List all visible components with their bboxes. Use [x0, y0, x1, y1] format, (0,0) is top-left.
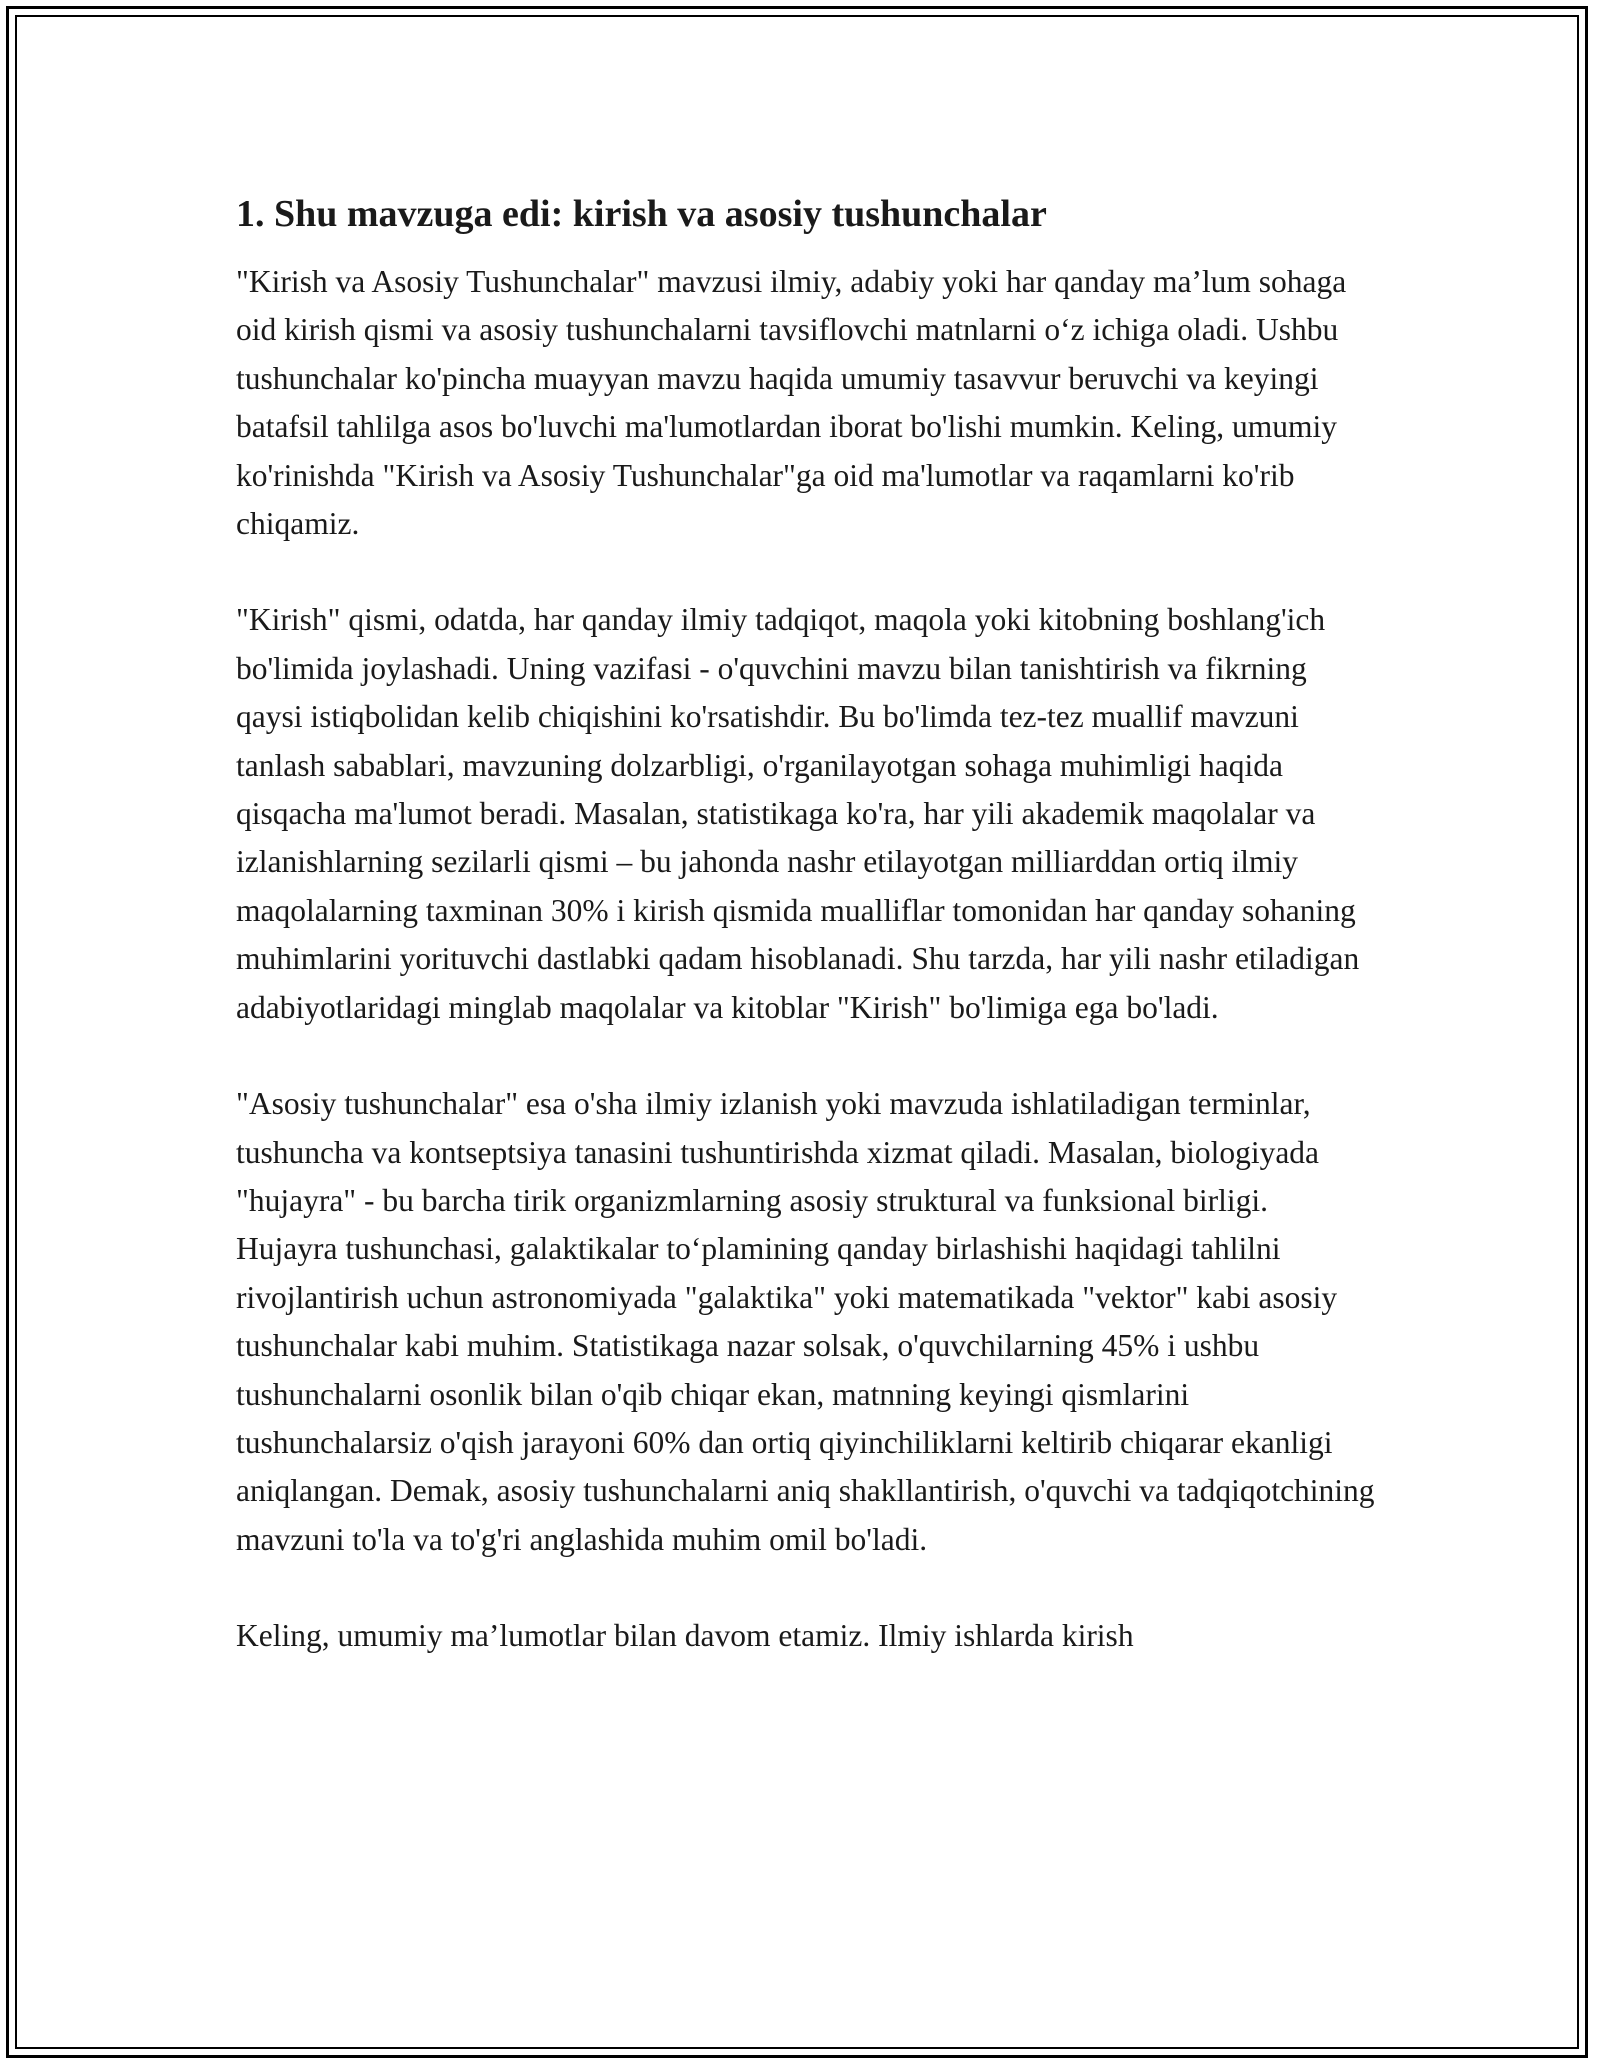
document-body	[236, 190, 1376, 1661]
section-heading: 1. Shu mavzuga edi: kirish va asosiy tushunchalar	[236, 193, 1047, 235]
paragraph-continuation: Keling, umumiy ma’lumotlar bilan davom etamiz. Ilmiy ishlarda kirish	[236, 1618, 1134, 1654]
paragraph-kirish: "Kirish" qismi, odatda, har qanday ilmiy tadqiqot, maqola yoki kitobning boshlang'ich bo'limida joylashadi. Uning vazifasi - o'quvchini mavzu bilan tanishtirish va fikrning qaysi istiqbolidan kelib chiqishini ko'rsatishdir. Bu bo'limda tez-tez muallif mavzuni tanlash sabablari, mavzuning dolzarbligi, o'rganilayotgan sohaga muhimligi haqida qisqacha ma'lumot beradi. Masalan, statistikaga ko'ra, har yili akademik maqolalar va izlanishlarning sezilarli qismi – bu jahonda nashr etilayotgan milliarddan ortiq ilmiy maqolalarning taxminan 30% i kirish qismida mualliflar tomonidan har qanday sohaning muhimlarini yorituvchi dastlabki qadam hisoblanadi. Shu tarzda, har yili nashr etiladigan adabiyotlaridagi minglab maqolalar va kitoblar "Kirish" bo'limiga ega bo'ladi.	[236, 602, 1360, 1025]
paragraph-asosiy-tushunchalar: "Asosiy tushunchalar" esa o'sha ilmiy izlanish yoki mavzuda ishlatiladigan terminlar, tushuncha va kontseptsiya tanasini tushuntirishda xizmat qiladi. Masalan, biologiyada "hujayra" - bu barcha tirik organizmlarning asosiy struktural va funksional birligi. Hujayra tushunchasi, galaktikalar to‘plamining qanday birlashishi haqidagi tahlilni rivojlantirish uchun astronomiyada "galaktika" yoki matematikada "vektor" kabi asosiy tushunchalar kabi muhim. Statistikaga nazar solsak, o'quvchilarning 45% i ushbu tushunchalarni osonlik bilan o'qib chiqar ekan, matnning keyingi qismlarini tushunchalarsiz o'qish jarayoni 60% dan ortiq qiyinchiliklarni keltirib chiqarar ekanligi aniqlangan. Demak, asosiy tushunchalarni aniq shakllantirish, o'quvchi va tadqiqotchining mavzuni to'la va to'g'ri anglashida muhim omil bo'ladi.	[236, 1086, 1375, 1557]
paragraph-introduction: "Kirish va Asosiy Tushunchalar" mavzusi ilmiy, adabiy yoki har qanday ma’lum sohaga oid kirish qismi va asosiy tushunchalarni tavsiflovchi matnlarni o‘z ichiga oladi. Ushbu tushunchalar ko'pincha muayyan mavzu haqida umumiy tasavvur beruvchi va keyingi batafsil tahlilga asos bo'luvchi ma'lumotlardan iborat bo'lishi mumkin. Keling, umumiy ko'rinishda "Kirish va Asosiy Tushunchalar"ga oid ma'lumotlar va raqamlarni ko'rib chiqamiz.	[236, 264, 1347, 542]
